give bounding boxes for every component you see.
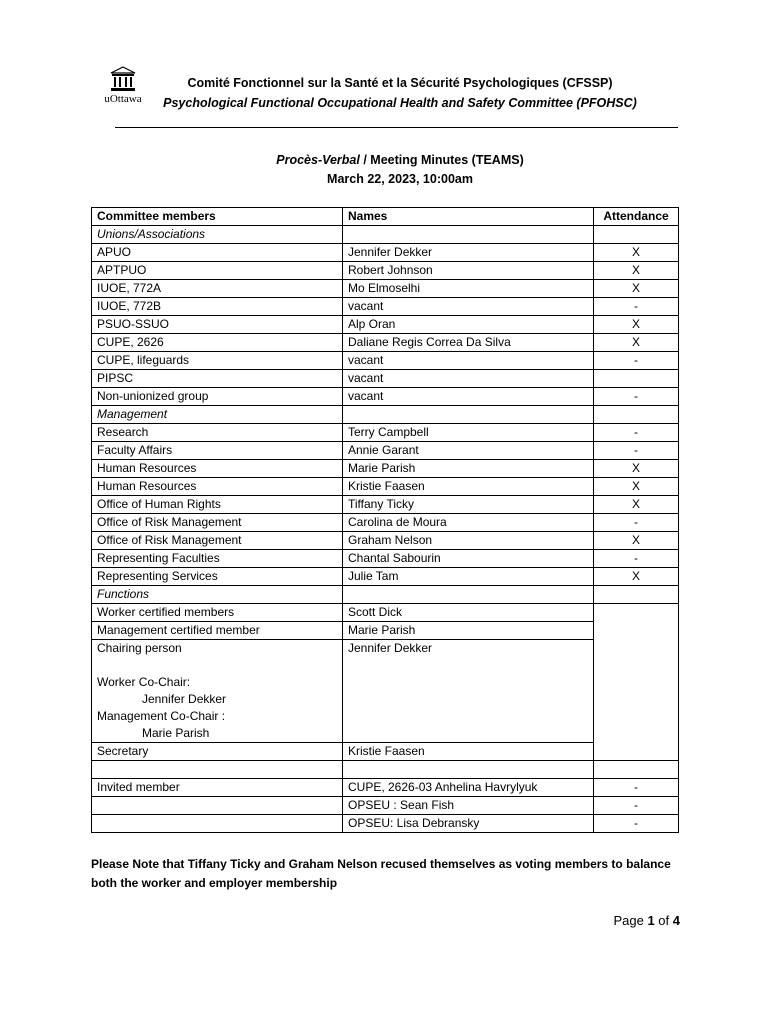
attendance-mark: X [594, 568, 679, 586]
committee-member: CUPE, lifeguards [92, 352, 343, 370]
table-row [92, 478, 679, 496]
table-row [92, 496, 679, 514]
uottawa-logo [98, 66, 148, 105]
member-name: CUPE, 2626-03 Anhelina Havrylyuk [343, 779, 594, 797]
attendance-mark: X [594, 244, 679, 262]
member-name: Carolina de Moura [343, 514, 594, 532]
committee-member: Office of Human Rights [92, 496, 343, 514]
member-name: Marie Parish [343, 460, 594, 478]
col-header-members: Committee members [92, 208, 343, 226]
table-row [92, 244, 679, 262]
section-row [92, 226, 679, 244]
member-name: Terry Campbell [343, 424, 594, 442]
member-name: Tiffany Ticky [343, 496, 594, 514]
attendance-mark: - [594, 388, 679, 406]
header-divider [115, 127, 678, 128]
committee-member: Office of Risk Management [92, 532, 343, 550]
table-row [92, 442, 679, 460]
member-name: Daliane Regis Correa Da Silva [343, 334, 594, 352]
member-name: vacant [343, 352, 594, 370]
attendance-mark: X [594, 478, 679, 496]
table-header-row [92, 208, 679, 226]
committee-member: Faculty Affairs [92, 442, 343, 460]
attendance-mark: - [594, 298, 679, 316]
meeting-date: March 22, 2023, 10:00am [327, 172, 473, 186]
member-name: vacant [343, 298, 594, 316]
member-name: Alp Oran [343, 316, 594, 334]
table-row [92, 550, 679, 568]
logo-wordmark: uOttawa [104, 93, 142, 105]
table-row [92, 424, 679, 442]
committee-member: Human Resources [92, 460, 343, 478]
recusal-note: Please Note that Tiffany Ticky and Graham Nelson recused themselves as voting members to balance both the worker and employer membership [91, 857, 671, 890]
member-name: Jennifer Dekker [343, 640, 594, 743]
table-row [92, 532, 679, 550]
title-rest: / Meeting Minutes (TEAMS) [359, 153, 524, 167]
attendance-mark: X [594, 334, 679, 352]
role-label: Secretary [92, 743, 343, 761]
attendance-mark: X [594, 532, 679, 550]
table-row [92, 460, 679, 478]
member-name: Mo Elmoselhi [343, 280, 594, 298]
member-name: Kristie Faasen [343, 743, 594, 761]
section-row [92, 586, 679, 604]
role-label: Worker certified members [92, 604, 343, 622]
section-label: Management [92, 406, 343, 424]
unions-rows [92, 244, 679, 406]
attendance-mark: - [594, 779, 679, 797]
building-icon [110, 66, 136, 92]
table-row [92, 779, 679, 797]
committee-member: IUOE, 772B [92, 298, 343, 316]
page-word: Page [613, 913, 644, 928]
section-label: Unions/Associations [92, 226, 343, 244]
table-row [92, 640, 679, 743]
member-name: Scott Dick [343, 604, 594, 622]
attendance-mark: - [594, 352, 679, 370]
blank-row [92, 761, 679, 779]
attendance-mark: X [594, 496, 679, 514]
member-name: Julie Tam [343, 568, 594, 586]
table-row [92, 514, 679, 532]
member-name: Annie Garant [343, 442, 594, 460]
attendance-mark: X [594, 280, 679, 298]
member-name: Marie Parish [142, 726, 210, 740]
committee-member: IUOE, 772A [92, 280, 343, 298]
table-row [92, 568, 679, 586]
member-name: vacant [343, 370, 594, 388]
member-name: Marie Parish [343, 622, 594, 640]
attendance-mark: - [594, 442, 679, 460]
section-row [92, 406, 679, 424]
role-label: Chairing person [97, 641, 182, 655]
attendance-mark: - [594, 797, 679, 815]
member-name: Kristie Faasen [343, 478, 594, 496]
table-row [92, 280, 679, 298]
table-row [92, 388, 679, 406]
col-header-names: Names [343, 208, 594, 226]
section-label: Functions [92, 586, 343, 604]
member-name: Graham Nelson [343, 532, 594, 550]
attendance-mark: X [594, 262, 679, 280]
table-row [92, 262, 679, 280]
committee-member: CUPE, 2626 [92, 334, 343, 352]
table-row [92, 622, 679, 640]
committee-member: Non-unionized group [92, 388, 343, 406]
table-row [92, 370, 679, 388]
page-current: 1 [647, 913, 655, 928]
committee-member: Human Resources [92, 478, 343, 496]
role-label: Invited member [92, 779, 343, 797]
attendance-mark: - [594, 550, 679, 568]
table-row [92, 815, 679, 833]
attendance-mark: - [594, 815, 679, 833]
header-french-title: Comité Fonctionnel sur la Santé et la Sécurité Psychologiques (CFSSP) [187, 76, 613, 90]
committee-member: PIPSC [92, 370, 343, 388]
title-italic: Procès-Verbal [276, 153, 360, 167]
attendance-mark [594, 370, 679, 388]
role-label: Management Co-Chair : [97, 709, 226, 723]
member-name: Jennifer Dekker [142, 692, 227, 706]
attendance-table [91, 207, 679, 833]
attendance-blank [594, 604, 679, 761]
member-name: Chantal Sabourin [343, 550, 594, 568]
table-row [92, 743, 679, 761]
member-name: Jennifer Dekker [343, 244, 594, 262]
role-label: Worker Co-Chair: [97, 675, 191, 689]
role-label: Management certified member [92, 622, 343, 640]
member-name: OPSEU : Sean Fish [343, 797, 594, 815]
committee-member: Representing Services [92, 568, 343, 586]
page-of: of [658, 913, 670, 928]
management-rows [92, 424, 679, 586]
page-number [613, 913, 680, 928]
attendance-mark: X [594, 460, 679, 478]
committee-member: Research [92, 424, 343, 442]
committee-member: APUO [92, 244, 343, 262]
committee-member: Representing Faculties [92, 550, 343, 568]
table-row [92, 352, 679, 370]
table-row [92, 797, 679, 815]
member-name: Robert Johnson [343, 262, 594, 280]
document-title [150, 153, 650, 167]
committee-member: APTPUO [92, 262, 343, 280]
member-name: OPSEU: Lisa Debransky [343, 815, 594, 833]
table-row [92, 316, 679, 334]
page-total: 4 [672, 913, 680, 928]
attendance-mark: X [594, 316, 679, 334]
attendance-mark: - [594, 514, 679, 532]
committee-member: PSUO-SSUO [92, 316, 343, 334]
table-row [92, 334, 679, 352]
col-header-attendance: Attendance [594, 208, 679, 226]
table-row [92, 604, 679, 622]
header-english-title: Psychological Functional Occupational Health and Safety Committee (PFOHSC) [163, 96, 637, 110]
table-row [92, 298, 679, 316]
member-name: vacant [343, 388, 594, 406]
chair-cell [92, 640, 343, 743]
attendance-mark: - [594, 424, 679, 442]
committee-member: Office of Risk Management [92, 514, 343, 532]
